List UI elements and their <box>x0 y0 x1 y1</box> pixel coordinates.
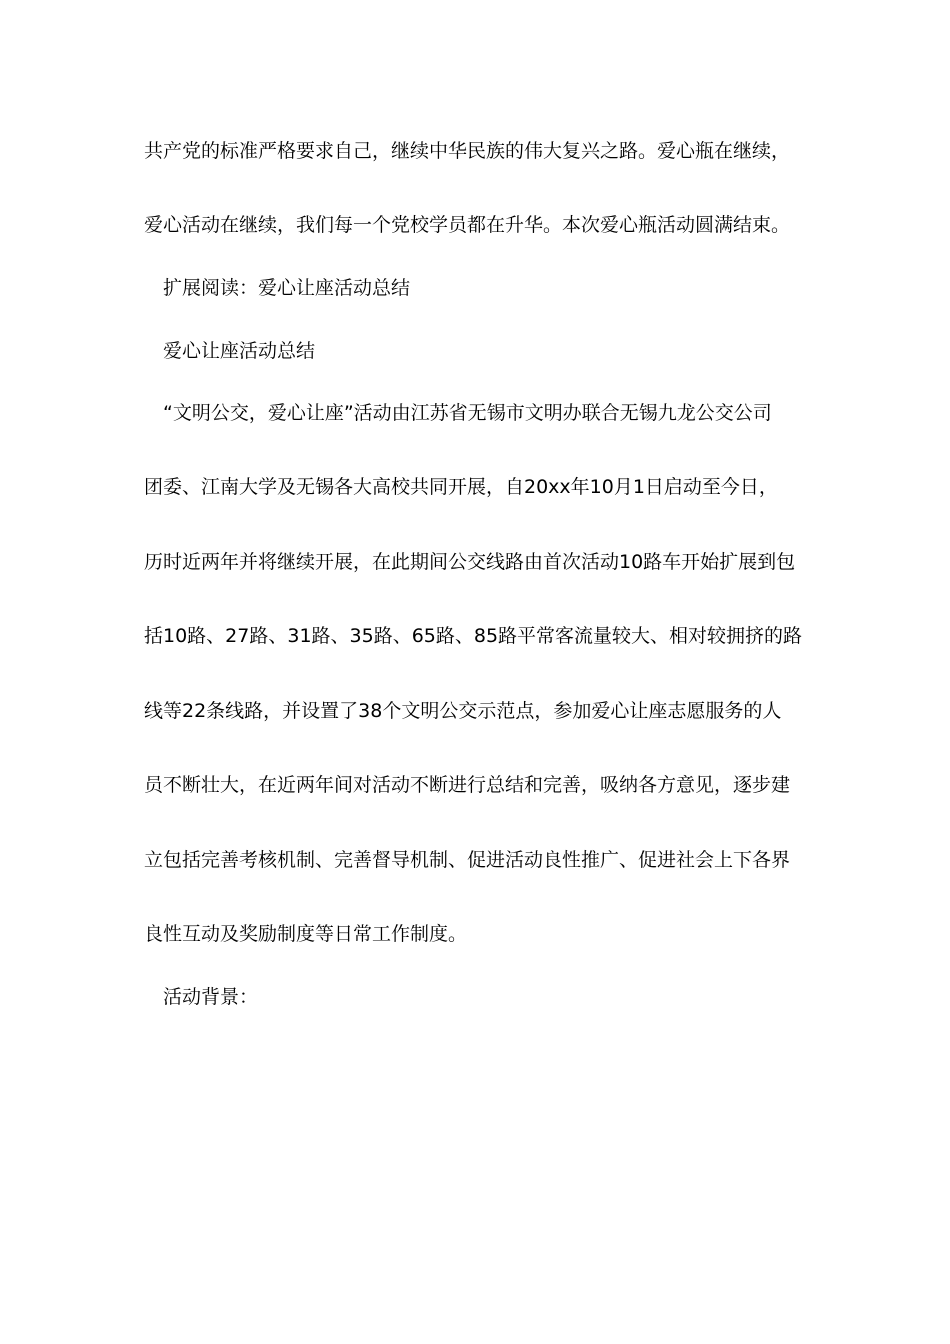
paragraph-4-line-4: 括10路、27路、31路、35路、65路、85路平常客流量较大、相对较拥挤的路 <box>144 625 803 647</box>
section-title: 爱心让座活动总结 <box>163 340 316 362</box>
extended-reading-heading: 扩展阅读：爱心让座活动总结 <box>163 277 411 299</box>
paragraph-4-line-5: 线等22条线路，并设置了38个文明公交示范点，参加爱心让座志愿服务的人 <box>144 700 782 722</box>
paragraph-4-line-7: 立包括完善考核机制、完善督导机制、促进活动良性推广、促进社会上下各界 <box>144 849 791 871</box>
paragraph-4-line-1: “文明公交，爱心让座”活动由江苏省无锡市文明办联合无锡九龙公交公司 <box>163 402 772 424</box>
paragraph-1-line-2: 爱心活动在继续，我们每一个党校学员都在升华。本次爱心瓶活动圆满结束。 <box>144 214 791 236</box>
paragraph-1-line-1: 共产党的标准严格要求自己，继续中华民族的伟大复兴之路。爱心瓶在继续， <box>144 140 791 162</box>
activity-background-heading: 活动背景： <box>163 986 259 1008</box>
paragraph-4-line-2: 团委、江南大学及无锡各大高校共同开展，自20xx年10月1日启动至今日， <box>144 476 778 498</box>
paragraph-4-line-6: 员不断壮大，在近两年间对活动不断进行总结和完善，吸纳各方意见，逐步建 <box>144 774 791 796</box>
paragraph-4-line-3: 历时近两年并将继续开展，在此期间公交线路由首次活动10路车开始扩展到包 <box>144 551 796 573</box>
paragraph-4-line-8: 良性互动及奖励制度等日常工作制度。 <box>144 923 468 945</box>
